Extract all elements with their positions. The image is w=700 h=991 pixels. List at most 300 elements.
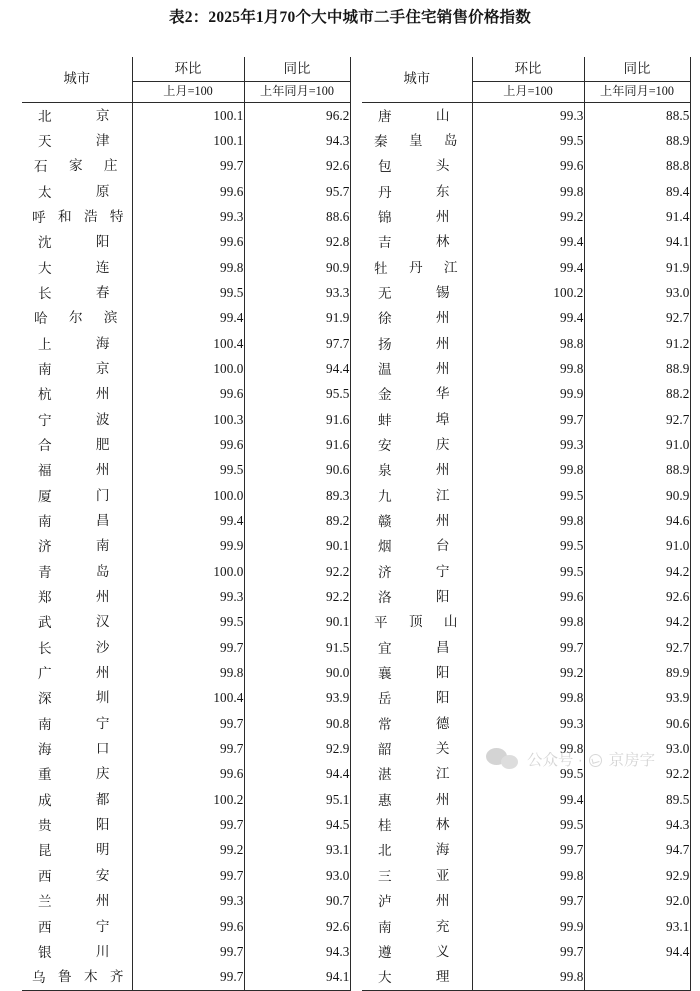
mom-value-cell: 100.1	[132, 128, 244, 153]
city-label: 湛 江	[378, 766, 450, 783]
header-row-top	[22, 57, 690, 81]
column-gap	[350, 533, 362, 558]
mom-value-cell: 99.6	[132, 761, 244, 786]
yoy-value-cell: 94.2	[584, 609, 690, 634]
table-row	[22, 381, 690, 406]
mom-value-cell: 99.4	[472, 255, 584, 280]
city-label: 呼 和 浩 特	[32, 208, 124, 225]
yoy-value-cell: 93.9	[244, 685, 350, 710]
table-row	[22, 483, 690, 508]
city-label: 石 家 庄	[34, 158, 118, 175]
mom-value-cell: 99.2	[472, 204, 584, 229]
city-name-cell	[22, 407, 132, 432]
mom-value-cell: 99.3	[472, 102, 584, 128]
city-label: 南 充	[378, 918, 450, 935]
mom-value-cell: 99.7	[132, 964, 244, 990]
mom-value-cell: 100.4	[132, 685, 244, 710]
mom-value-cell: 99.5	[132, 609, 244, 634]
yoy-value-cell: 89.2	[244, 508, 350, 533]
city-name-cell	[362, 736, 472, 761]
header-yoy-base-left: 上年同月=100	[244, 81, 350, 102]
mom-value-cell: 99.7	[132, 812, 244, 837]
city-name-cell	[362, 711, 472, 736]
column-gap	[350, 837, 362, 862]
city-name-cell	[22, 914, 132, 939]
city-name-cell	[22, 508, 132, 533]
city-label: 海 口	[38, 741, 110, 758]
column-gap	[350, 660, 362, 685]
city-name-cell	[362, 914, 472, 939]
city-label: 杭 州	[38, 386, 110, 403]
column-gap	[350, 57, 362, 102]
mom-value-cell: 99.4	[472, 787, 584, 812]
table-row	[22, 964, 690, 990]
column-gap	[350, 128, 362, 153]
yoy-value-cell: 88.5	[584, 102, 690, 128]
city-name-cell	[22, 331, 132, 356]
city-name-cell	[22, 204, 132, 229]
mom-value-cell: 99.8	[472, 508, 584, 533]
mom-value-cell: 99.8	[472, 964, 584, 990]
city-label: 武 汉	[38, 614, 110, 631]
city-label: 牡 丹 江	[374, 259, 458, 276]
mom-value-cell: 99.8	[472, 736, 584, 761]
city-name-cell	[362, 863, 472, 888]
city-name-cell	[362, 331, 472, 356]
mom-value-cell: 99.3	[132, 204, 244, 229]
yoy-value-cell: 94.2	[584, 559, 690, 584]
mom-value-cell: 99.5	[132, 457, 244, 482]
yoy-value-cell: 92.7	[584, 407, 690, 432]
city-label: 深 圳	[38, 690, 110, 707]
city-name-cell	[362, 888, 472, 913]
column-gap	[350, 685, 362, 710]
column-gap	[350, 635, 362, 660]
mom-value-cell: 99.8	[472, 457, 584, 482]
page-title: 表2：2025年1月70个大中城市二手住宅销售价格指数	[169, 9, 531, 26]
city-name-cell	[362, 381, 472, 406]
city-label: 惠 州	[378, 791, 450, 808]
mom-value-cell: 100.2	[132, 787, 244, 812]
column-gap	[350, 381, 362, 406]
yoy-value-cell: 90.9	[584, 483, 690, 508]
column-gap	[350, 584, 362, 609]
city-name-cell	[22, 381, 132, 406]
column-gap	[350, 102, 362, 128]
mom-value-cell: 99.3	[132, 888, 244, 913]
mom-value-cell: 99.8	[472, 685, 584, 710]
yoy-value-cell: 93.1	[584, 914, 690, 939]
city-label: 金 华	[378, 386, 450, 403]
column-gap	[350, 559, 362, 584]
city-label: 南 昌	[38, 513, 110, 529]
yoy-value-cell: 92.2	[244, 584, 350, 609]
city-label: 兰 州	[38, 893, 110, 910]
table-row	[22, 204, 690, 229]
column-gap	[350, 356, 362, 381]
table-row	[22, 863, 690, 888]
yoy-value-cell: 94.1	[584, 229, 690, 254]
city-name-cell	[22, 787, 132, 812]
mom-value-cell: 99.6	[132, 914, 244, 939]
table-row	[22, 939, 690, 964]
table-row	[22, 584, 690, 609]
city-label: 乌 鲁 木 齐	[32, 969, 124, 986]
mom-value-cell: 99.9	[132, 533, 244, 558]
mom-value-cell: 100.3	[132, 407, 244, 432]
city-name-cell	[362, 635, 472, 660]
table-body	[22, 102, 690, 990]
column-gap	[350, 787, 362, 812]
mom-value-cell: 100.0	[132, 559, 244, 584]
city-name-cell	[362, 660, 472, 685]
yoy-value-cell: 94.3	[584, 812, 690, 837]
city-label: 宁 波	[38, 411, 110, 428]
yoy-value-cell: 92.6	[244, 914, 350, 939]
table-row	[22, 432, 690, 457]
city-label: 遵 义	[378, 943, 450, 960]
column-gap	[350, 736, 362, 761]
city-name-cell	[22, 863, 132, 888]
table-row	[22, 356, 690, 381]
column-gap	[350, 280, 362, 305]
city-label: 郑 州	[38, 589, 110, 606]
city-name-cell	[22, 356, 132, 381]
yoy-value-cell: 88.8	[584, 153, 690, 178]
mom-value-cell: 99.6	[132, 432, 244, 457]
header-mom-right: 环比	[472, 57, 584, 81]
table-row	[22, 635, 690, 660]
column-gap	[350, 939, 362, 964]
city-label: 大 理	[378, 969, 450, 986]
mom-value-cell: 99.9	[472, 914, 584, 939]
city-label: 西 宁	[38, 918, 110, 935]
city-label: 西 安	[38, 867, 110, 884]
column-gap	[350, 407, 362, 432]
city-label: 南 宁	[38, 715, 110, 732]
city-label: 常 德	[378, 715, 450, 732]
mom-value-cell: 100.2	[472, 280, 584, 305]
city-name-cell	[362, 457, 472, 482]
city-name-cell	[362, 533, 472, 558]
city-label: 安 庆	[378, 436, 450, 453]
header-city-left: 城市	[22, 57, 132, 102]
yoy-value-cell: 94.4	[244, 761, 350, 786]
header-mom-left: 环比	[132, 57, 244, 81]
column-gap	[350, 508, 362, 533]
city-label: 成 都	[38, 791, 110, 808]
city-name-cell	[362, 761, 472, 786]
column-gap	[350, 179, 362, 204]
city-label: 济 宁	[378, 563, 450, 580]
mom-value-cell: 99.2	[472, 660, 584, 685]
city-name-cell	[22, 888, 132, 913]
city-label: 蚌 埠	[378, 411, 450, 428]
yoy-value-cell: 88.9	[584, 457, 690, 482]
table-row	[22, 736, 690, 761]
city-name-cell	[362, 812, 472, 837]
city-name-cell	[22, 939, 132, 964]
mom-value-cell: 99.5	[132, 280, 244, 305]
city-name-cell	[22, 584, 132, 609]
city-name-cell	[362, 229, 472, 254]
city-name-cell	[22, 711, 132, 736]
mom-value-cell: 99.5	[472, 761, 584, 786]
city-label: 九 江	[378, 487, 450, 504]
table-row	[22, 533, 690, 558]
city-name-cell	[22, 432, 132, 457]
city-label: 长 春	[38, 284, 110, 301]
yoy-value-cell: 93.0	[584, 736, 690, 761]
city-label: 北 京	[38, 107, 110, 124]
table-row	[22, 153, 690, 178]
yoy-value-cell: 91.9	[244, 305, 350, 330]
city-label: 北 海	[378, 842, 450, 859]
city-label: 赣 州	[378, 513, 450, 529]
yoy-value-cell: 95.7	[244, 179, 350, 204]
yoy-value-cell: 94.3	[244, 128, 350, 153]
column-gap	[350, 204, 362, 229]
mom-value-cell: 99.5	[472, 128, 584, 153]
yoy-value-cell: 92.9	[244, 736, 350, 761]
city-name-cell	[362, 255, 472, 280]
yoy-value-cell: 90.6	[584, 711, 690, 736]
mom-value-cell: 99.8	[472, 356, 584, 381]
mom-value-cell: 99.8	[472, 179, 584, 204]
city-name-cell	[22, 685, 132, 710]
column-gap	[350, 914, 362, 939]
header-mom-base-left: 上月=100	[132, 81, 244, 102]
table-row	[22, 102, 690, 128]
header-mom-base-right: 上月=100	[472, 81, 584, 102]
table-row	[22, 229, 690, 254]
mom-value-cell: 99.8	[472, 863, 584, 888]
yoy-value-cell: 88.2	[584, 381, 690, 406]
yoy-value-cell: 95.1	[244, 787, 350, 812]
column-gap	[350, 457, 362, 482]
city-label: 大 连	[38, 259, 110, 276]
city-name-cell	[362, 179, 472, 204]
yoy-value-cell: 97.7	[244, 331, 350, 356]
city-name-cell	[22, 635, 132, 660]
column-gap	[350, 761, 362, 786]
table-header	[22, 57, 690, 102]
city-name-cell	[362, 837, 472, 862]
yoy-value-cell: 90.0	[244, 660, 350, 685]
mom-value-cell: 99.7	[472, 635, 584, 660]
city-name-cell	[22, 660, 132, 685]
yoy-value-cell: 90.1	[244, 533, 350, 558]
city-name-cell	[362, 685, 472, 710]
mom-value-cell: 99.4	[132, 305, 244, 330]
yoy-value-cell: 92.2	[244, 559, 350, 584]
city-name-cell	[362, 102, 472, 128]
city-name-cell	[22, 280, 132, 305]
price-index-table	[22, 57, 691, 991]
city-name-cell	[22, 128, 132, 153]
city-label: 沈 阳	[38, 234, 110, 251]
city-name-cell	[22, 102, 132, 128]
yoy-value-cell: 90.8	[244, 711, 350, 736]
yoy-value-cell: 91.6	[244, 407, 350, 432]
city-name-cell	[22, 964, 132, 990]
city-name-cell	[22, 305, 132, 330]
table-row	[22, 761, 690, 786]
city-label: 昆 明	[38, 842, 110, 859]
yoy-value-cell: 90.9	[244, 255, 350, 280]
table-row	[22, 128, 690, 153]
yoy-value-cell: 88.9	[584, 128, 690, 153]
yoy-value-cell: 91.5	[244, 635, 350, 660]
mom-value-cell: 99.6	[132, 229, 244, 254]
mom-value-cell: 99.8	[132, 660, 244, 685]
yoy-value-cell: 95.5	[244, 381, 350, 406]
yoy-value-cell: 88.6	[244, 204, 350, 229]
city-label: 济 南	[38, 538, 110, 555]
mom-value-cell: 100.0	[132, 483, 244, 508]
mom-value-cell: 98.8	[472, 331, 584, 356]
mom-value-cell: 99.5	[472, 533, 584, 558]
table-row	[22, 812, 690, 837]
table-row	[22, 711, 690, 736]
yoy-value-cell: 91.6	[244, 432, 350, 457]
city-name-cell	[362, 508, 472, 533]
mom-value-cell: 99.4	[472, 229, 584, 254]
city-name-cell	[22, 229, 132, 254]
city-label: 合 肥	[38, 436, 110, 453]
yoy-value-cell: 94.3	[244, 939, 350, 964]
column-gap	[350, 331, 362, 356]
header-yoy-right: 同比	[584, 57, 690, 81]
yoy-value-cell: 92.2	[584, 761, 690, 786]
table-row	[22, 787, 690, 812]
mom-value-cell: 100.4	[132, 331, 244, 356]
city-label: 长 沙	[38, 639, 110, 656]
column-gap	[350, 483, 362, 508]
yoy-value-cell: 89.5	[584, 787, 690, 812]
price-index-table-wrapper	[22, 57, 690, 991]
yoy-value-cell: 94.5	[244, 812, 350, 837]
city-label: 宜 昌	[378, 639, 450, 656]
mom-value-cell: 100.1	[132, 102, 244, 128]
city-label: 丹 东	[378, 183, 450, 200]
city-name-cell	[362, 584, 472, 609]
mom-value-cell: 99.4	[132, 508, 244, 533]
city-name-cell	[22, 609, 132, 634]
column-gap	[350, 255, 362, 280]
city-label: 包 头	[378, 158, 450, 175]
table-row	[22, 888, 690, 913]
city-label: 无 锡	[378, 284, 450, 301]
city-name-cell	[362, 356, 472, 381]
yoy-value-cell: 93.9	[584, 685, 690, 710]
city-label: 广 州	[38, 665, 110, 682]
mom-value-cell: 99.9	[472, 381, 584, 406]
mom-value-cell: 99.7	[132, 153, 244, 178]
yoy-value-cell: 90.1	[244, 609, 350, 634]
column-gap	[350, 153, 362, 178]
yoy-value-cell: 94.4	[584, 939, 690, 964]
city-label: 重 庆	[38, 766, 110, 783]
city-name-cell	[362, 483, 472, 508]
table-row	[22, 559, 690, 584]
city-name-cell	[22, 457, 132, 482]
city-label: 银 川	[38, 943, 110, 960]
mom-value-cell: 99.6	[132, 381, 244, 406]
yoy-value-cell: 91.2	[584, 331, 690, 356]
city-label: 太 原	[38, 183, 110, 200]
table-row	[22, 457, 690, 482]
city-label: 平 顶 山	[374, 614, 458, 631]
city-name-cell	[362, 787, 472, 812]
mom-value-cell: 99.7	[472, 939, 584, 964]
yoy-value-cell: 92.8	[244, 229, 350, 254]
column-gap	[350, 229, 362, 254]
city-name-cell	[362, 280, 472, 305]
city-label: 秦 皇 岛	[374, 132, 458, 149]
city-name-cell	[362, 432, 472, 457]
yoy-value-cell: 90.7	[244, 888, 350, 913]
city-label: 泉 州	[378, 462, 450, 479]
yoy-value-cell: 94.6	[584, 508, 690, 533]
mom-value-cell: 99.7	[132, 939, 244, 964]
mom-value-cell: 99.5	[472, 812, 584, 837]
city-name-cell	[362, 128, 472, 153]
yoy-value-cell: 93.1	[244, 837, 350, 862]
city-label: 襄 阳	[378, 665, 450, 682]
city-name-cell	[22, 761, 132, 786]
city-label: 三 亚	[378, 867, 450, 884]
yoy-value-cell: 92.6	[584, 584, 690, 609]
city-label: 上 海	[38, 335, 110, 352]
yoy-value-cell: 89.3	[244, 483, 350, 508]
table-row	[22, 407, 690, 432]
mom-value-cell: 99.6	[472, 153, 584, 178]
city-name-cell	[362, 204, 472, 229]
yoy-value-cell: 96.2	[244, 102, 350, 128]
mom-value-cell: 99.8	[472, 609, 584, 634]
column-gap	[350, 888, 362, 913]
mom-value-cell: 99.7	[132, 736, 244, 761]
city-label: 温 州	[378, 360, 450, 377]
column-gap	[350, 964, 362, 990]
column-gap	[350, 609, 362, 634]
city-label: 徐 州	[378, 310, 450, 327]
city-name-cell	[22, 812, 132, 837]
city-label: 天 津	[38, 132, 110, 149]
city-label: 哈 尔 滨	[34, 310, 118, 327]
mom-value-cell: 99.7	[132, 711, 244, 736]
city-name-cell	[22, 153, 132, 178]
city-name-cell	[22, 559, 132, 584]
yoy-value-cell	[584, 964, 690, 990]
city-name-cell	[22, 483, 132, 508]
city-label: 扬 州	[378, 335, 450, 352]
table-row	[22, 685, 690, 710]
city-label: 福 州	[38, 462, 110, 479]
table-row	[22, 609, 690, 634]
yoy-value-cell: 92.7	[584, 305, 690, 330]
city-label: 桂 林	[378, 817, 450, 834]
mom-value-cell: 99.5	[472, 559, 584, 584]
table-row	[22, 305, 690, 330]
yoy-value-cell: 89.4	[584, 179, 690, 204]
yoy-value-cell: 94.1	[244, 964, 350, 990]
mom-value-cell: 99.6	[132, 179, 244, 204]
yoy-value-cell: 89.9	[584, 660, 690, 685]
column-gap	[350, 863, 362, 888]
city-label: 唐 山	[378, 107, 450, 124]
